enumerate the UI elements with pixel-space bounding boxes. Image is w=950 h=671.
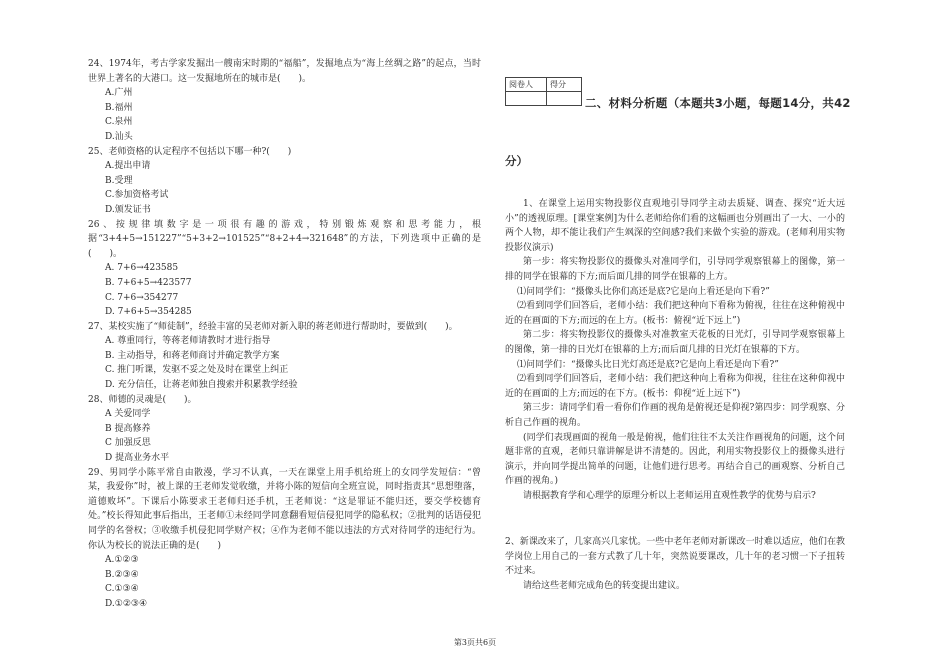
option: D 提高业务水平: [105, 453, 170, 464]
option: C.①③④: [105, 584, 139, 595]
option: A. 尊重同行，等蒋老师请教时才进行指导: [105, 336, 271, 347]
grader-cell[interactable]: [506, 92, 547, 106]
option: B. 主动指导，和蒋老师商讨并确定教学方案: [105, 350, 280, 361]
option: D.①②③④: [105, 598, 148, 609]
option: D.汕头: [105, 131, 133, 142]
option: C 加强反思: [105, 438, 151, 449]
question-26: [88, 218, 481, 320]
option: B.②③④: [105, 569, 139, 580]
question-text: 2、新课改来了，几家高兴几家忧。一些中老年老师对新课改一时难以适应，他们在教学岗位上用自己的一套方式教了几十年，突然说要课改，几十年的老习惯一下子扭转不过来。: [505, 537, 845, 577]
option: D.颁发证书: [105, 204, 151, 215]
question-stem: 27、某校实施了“师徒制”，经验丰富的吴老师对新入职的蒋老师进行帮助时，要做到( )。: [88, 321, 458, 332]
step-2: 第二步：将实物投影仪的摄像头对准教室天花板的日光灯，引导同学观察银幕上的图像，第一排的日光灯在银幕的上方;而后面几排的日光灯在银幕的下方。: [505, 330, 845, 355]
option: B.受理: [105, 175, 133, 186]
question-24: [88, 57, 481, 145]
question-stem: 29、男同学小陈平常自由散漫，学习不认真，一天在课堂上用手机给班上的女同学发短信：“曾某，我爱你”时，被上课的王老师发觉收缴，并将小陈的短信向全班宣说，同时指责其“思想堕落，道德败坏”。下课后小陈要求王老师归还手机，王老师说：“这是罪证不能归还，要交学校德育处。”校长得知此事后指出，王老师①未经同学同意翻看短信侵犯同学的隐私权；②批判的话语侵犯同学的名誉权；③收缴手机侵犯同学财产权；④作为老师不能以违法的方式对待同学的违纪行为。你认为校长的说法正确的是( ): [88, 467, 481, 551]
section-title: 二、材料分析题（本题共3小题，每题14分，共42: [585, 96, 851, 110]
question-25: [88, 145, 481, 218]
question-stem: 24、1974年，考古学家发掘出一艘南宋时期的“福船”，发掘地点为“海上丝绸之路”的起点，当时世界上著名的大港口。这一发掘地所在的城市是( )。: [88, 59, 481, 84]
question-ask: 请给这些老师完成角色的转变提出建议。: [523, 580, 686, 591]
question-29: [88, 466, 481, 612]
option: C.参加资格考试: [105, 190, 169, 201]
option: A. 7+6→423585: [105, 263, 179, 274]
question-stem: 26、按规律填数字是一项很有趣的游戏，特别锻炼观察和思考能力，根据“3+4+5→151227”“5+3+2→101525”“8+2+4→321648”的方法，下列选项中正确的是( )。: [88, 219, 481, 259]
step-1-a: ⑴问同学们：“摄像头比你们高还是底?它是向上看还是向下看?”: [517, 286, 770, 297]
teacher-note: (同学们表现画面的视角一般是俯视，他们往往不太关注作画视角的问题，这个问题非常的直观，老师只靠讲解是讲不清楚的。因此，利用实物投影仪上的摄像头进行演示，并向同学提出简单的问题，让他们进行思考。再结合自己的画观察、分析自己作画的视角。): [505, 432, 845, 487]
step-3: 第三步：请同学们看一看你们作画的视角是俯视还是仰视?第四步：同学观察、分析自己作画的视角。: [505, 403, 845, 428]
grader-header: 阅卷人: [506, 78, 547, 92]
option: B.福州: [105, 102, 133, 113]
option: A 关爱同学: [105, 409, 151, 420]
step-2-b: ⑵看到同学们回答后，老师小结：我们把这种向上看称为仰视，往往在这种仰视中近的在画面的上方;而远的在下方。(板书：仰视“近上远下”): [505, 374, 845, 399]
option: C. 7+6→354277: [105, 292, 179, 303]
option: B 提高修养: [105, 423, 151, 434]
option: D. 充分信任，让蒋老师独自搜索并积累教学经验: [105, 380, 298, 391]
option: A.提出申请: [105, 161, 151, 172]
option: C. 推门听课，发驱不妥之处及时在课堂上纠正: [105, 365, 289, 376]
question-stem: 28、师德的灵魂是( )。: [88, 394, 197, 405]
option: B. 7+6+5→423577: [105, 277, 192, 288]
left-column: [88, 57, 481, 612]
step-1: 第一步：将实物投影仪的摄像头对准同学们，引导同学观察银幕上的图像，第一排的同学在银幕的下方;而后面几排的同学在银幕的上方。: [505, 257, 845, 282]
step-2-a: ⑴问同学们：“摄像头比日光灯高还是底?它是向上看还是向下看?”: [517, 359, 779, 370]
option: A.①②③: [105, 555, 139, 566]
score-cell[interactable]: [547, 92, 582, 106]
material-question-2: [505, 535, 845, 593]
step-1-b: ⑵看到同学们回答后，老师小结：我们把这种向下看称为俯视，往往在这种俯视中近的在画面的下方;而远的在上方。(板书：俯视“近下远上”): [505, 301, 845, 326]
page-number: 第3页共6页: [453, 638, 497, 647]
score-table: [505, 77, 582, 106]
question-27: [88, 320, 481, 393]
question-28: [88, 393, 481, 466]
option: C.泉州: [105, 117, 133, 128]
option: A.广州: [105, 88, 133, 99]
score-header: 得分: [547, 78, 582, 92]
section-title-continued: 分）: [505, 154, 528, 168]
option: D. 7+6+5→354285: [105, 307, 192, 318]
question-intro: 1、在课堂上运用实物投影仪直观地引导同学主动去质疑、调查、探究“近大远小”的透视原理。[课堂案例]为什么老师给你们看的这幅画也分别画出了一大、一小的两个人物，却不能让我们产生飒深的空间感?我们来做个实验的游戏。(老师利用实物投影仪演示): [505, 199, 845, 253]
question-ask: 请根据教育学和心理学的原理分析以上老师运用直观性教学的优势与启示?: [523, 490, 816, 501]
question-stem: 25、老师资格的认定程序不包括以下哪一种?( ): [88, 146, 292, 157]
material-question-1: [505, 197, 845, 503]
